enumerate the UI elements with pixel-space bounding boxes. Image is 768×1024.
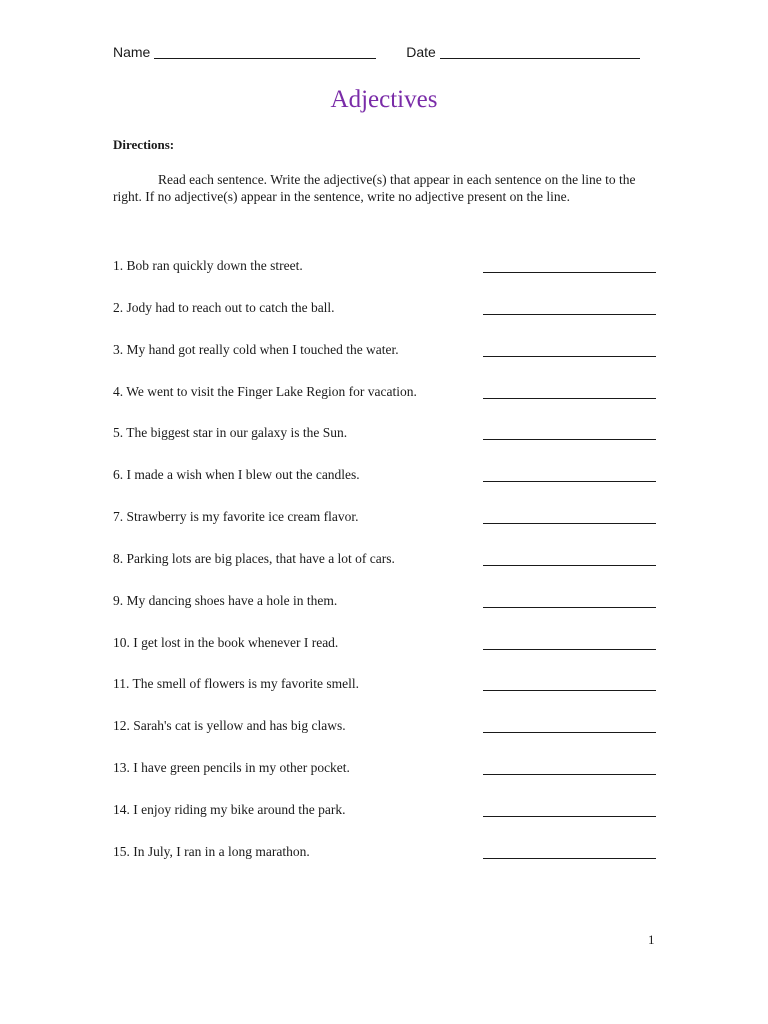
directions-label: Directions: bbox=[113, 137, 175, 152]
question-text: 10. I get lost in the book whenever I read. bbox=[113, 634, 339, 650]
question-item bbox=[113, 465, 656, 507]
answer-line bbox=[483, 732, 656, 733]
question-text: 12. Sarah's cat is yellow and has big claws. bbox=[113, 718, 346, 734]
answer-line bbox=[483, 607, 656, 608]
directions-text: Read each sentence. Write the adjective(s) that appear in each sentence on the line to the right. If no adjective(s) appear in the sentence, write no adjective present on the line. bbox=[113, 172, 636, 204]
date-label: Date bbox=[406, 44, 436, 60]
page-number: 1 bbox=[648, 932, 655, 947]
question-item bbox=[113, 758, 656, 800]
answer-line bbox=[483, 858, 656, 859]
question-item bbox=[113, 382, 656, 424]
answer-line bbox=[483, 523, 656, 524]
question-text: 3. My hand got really cold when I touched the water. bbox=[113, 341, 399, 357]
question-text: 15. In July, I ran in a long marathon. bbox=[113, 843, 310, 859]
question-text: 2. Jody had to reach out to catch the ball. bbox=[113, 299, 335, 315]
question-item bbox=[113, 256, 656, 298]
question-text: 1. Bob ran quickly down the street. bbox=[113, 258, 303, 273]
answer-line bbox=[483, 649, 656, 650]
question-item bbox=[113, 507, 656, 549]
answer-line bbox=[483, 398, 656, 399]
name-label: Name bbox=[113, 44, 151, 60]
question-text: 4. We went to visit the Finger Lake Region for vacation. bbox=[113, 383, 417, 399]
answer-line bbox=[483, 690, 656, 691]
question-item bbox=[113, 716, 656, 758]
answer-line bbox=[483, 816, 656, 817]
answer-line bbox=[483, 565, 656, 566]
question-text: 9. My dancing shoes have a hole in them. bbox=[113, 592, 338, 608]
date-blank-line bbox=[440, 44, 640, 59]
answer-line bbox=[483, 481, 656, 482]
question-item bbox=[113, 340, 656, 382]
question-item bbox=[113, 549, 656, 591]
question-item bbox=[113, 842, 656, 884]
question-text: 5. The biggest star in our galaxy is the Sun. bbox=[113, 425, 348, 441]
question-text: 13. I have green pencils in my other pocket. bbox=[113, 760, 350, 776]
question-item bbox=[113, 591, 656, 633]
question-text: 6. I made a wish when I blew out the candles. bbox=[113, 467, 360, 483]
question-item bbox=[113, 298, 656, 340]
answer-line bbox=[483, 356, 656, 357]
question-item bbox=[113, 674, 656, 716]
answer-line bbox=[483, 774, 656, 775]
answer-line bbox=[483, 439, 656, 440]
question-item bbox=[113, 800, 656, 842]
name-blank-line bbox=[154, 44, 376, 59]
question-text: 8. Parking lots are big places, that have a lot of cars. bbox=[113, 550, 395, 566]
question-item bbox=[113, 633, 656, 675]
question-list bbox=[113, 256, 656, 884]
question-text: 14. I enjoy riding my bike around the park. bbox=[113, 801, 346, 817]
question-text: 7. Strawberry is my favorite ice cream flavor. bbox=[113, 509, 359, 525]
name-date-line bbox=[113, 44, 673, 60]
answer-line bbox=[483, 272, 656, 273]
question-text: 11. The smell of flowers is my favorite smell. bbox=[113, 676, 359, 692]
page-title: Adjectives bbox=[330, 86, 438, 113]
answer-line bbox=[483, 314, 656, 315]
question-item bbox=[113, 423, 656, 465]
